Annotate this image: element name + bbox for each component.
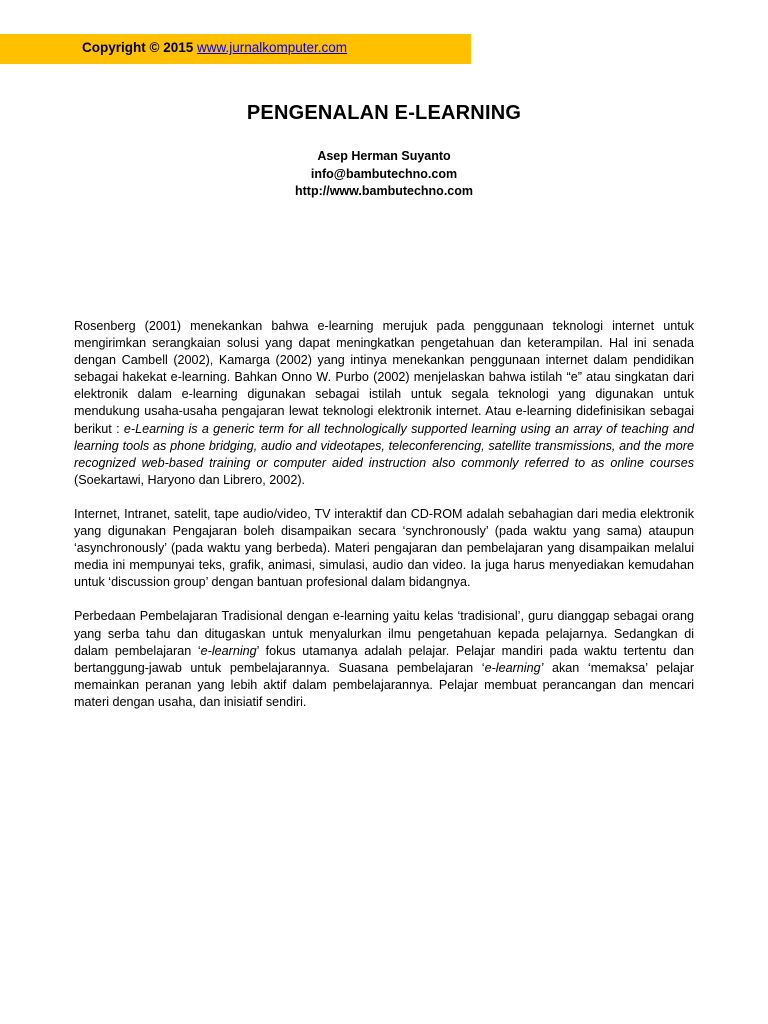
author-website: http://www.bambutechno.com: [294, 184, 473, 198]
paragraph-1-definition-quote: e-Learning is a generic term for all technologically supported learning using an array of teaching and learning tools as phone bridging, audio and videotapes, teleconferencing, satellite transmissions, and the more recognized web-based training or computer aided instruction also commonly referred to as online courses: [74, 421, 694, 470]
paragraph-1-text-b: (Soekartawi, Haryono dan Librero, 2002).: [74, 472, 306, 487]
website-link[interactable]: www.jurnalkomputer.com: [196, 40, 348, 55]
paragraph-1-text-a: Rosenberg (2001) menekankan bahwa e-learning merujuk pada penggunaan teknologi internet untuk mengirimkan serangkaian solusi yang dapat meningkatkan pengetahuan dan keterampilan. Hal ini senada dengan Cambell (2002), Kamarga (2002) yang intinya menekankan penggunaan internet dalam pendidikan sebagai hakekat e-learning. Bahkan Onno W. Purbo (2002) menjelaskan bahwa istilah “e” atau singkatan dari elektronik dalam e-learning digunakan sebagai istilah untuk segala teknologi yang digunakan untuk mendukung usaha-usaha pengajaran lewat teknologi elektronik internet. Atau e-learning didefinisikan sebagai berikut :: [74, 319, 694, 436]
author-block: [0, 148, 768, 201]
paragraph-3: [74, 608, 694, 711]
paragraph-3-text-a: Perbedaan Pembelajaran Tradisional dengan e-learning yaitu kelas ‘tradisional’, guru dianggap sebagai orang yang serba tahu dan ditugaskan untuk menyalurkan ilmu pengetahuan kepada pelajarnya. Sedangkan di dalam pembelajaran ‘: [74, 609, 694, 658]
paragraph-1: [74, 318, 694, 489]
paragraph-2: Internet, Intranet, satelit, tape audio/video, TV interaktif dan CD-ROM adalah sebahagian dari media elektronik yang digunakan Pengajaran boleh disampaikan secara ‘synchronously’ (pada waktu yang sama) ataupun ‘asynchronously’ (pada waktu yang berbeda). Materi pengajaran dan pembelajaran yang disampaikan melalui media ini mempunyai teks, grafik, animasi, simulasi, audio dan video. Ia juga harus menyediakan kemudahan untuk ‘discussion group’ dengan bantuan profesional dalam bidangnya.: [74, 506, 694, 590]
paragraph-3-text-b: ’ fokus utamanya adalah pelajar. Pelajar mandiri pada waktu tertentu dan bertanggung-jawab untuk pembelajarannya. Suasana pembelajaran ‘: [74, 643, 694, 675]
paragraph-3-italic-b: e-learning’: [484, 660, 544, 675]
author-name: Asep Herman Suyanto: [317, 149, 451, 163]
author-email: info@bambutechno.com: [310, 166, 458, 181]
copyright-banner: [0, 34, 471, 64]
paragraph-3-italic-a: e-learning: [200, 643, 257, 658]
copyright-text: Copyright © 2015: [82, 40, 197, 55]
article-body: [74, 318, 694, 728]
paragraph-3-text-c: akan ‘memaksa’ pelajar memainkan peranan yang lebih aktif dalam pembelajarannya. Pelajar membuat perancangan dan mencari materi dengan usaha, dan inisiatif sendiri.: [74, 660, 695, 709]
page-title: PENGENALAN E-LEARNING: [246, 102, 522, 124]
